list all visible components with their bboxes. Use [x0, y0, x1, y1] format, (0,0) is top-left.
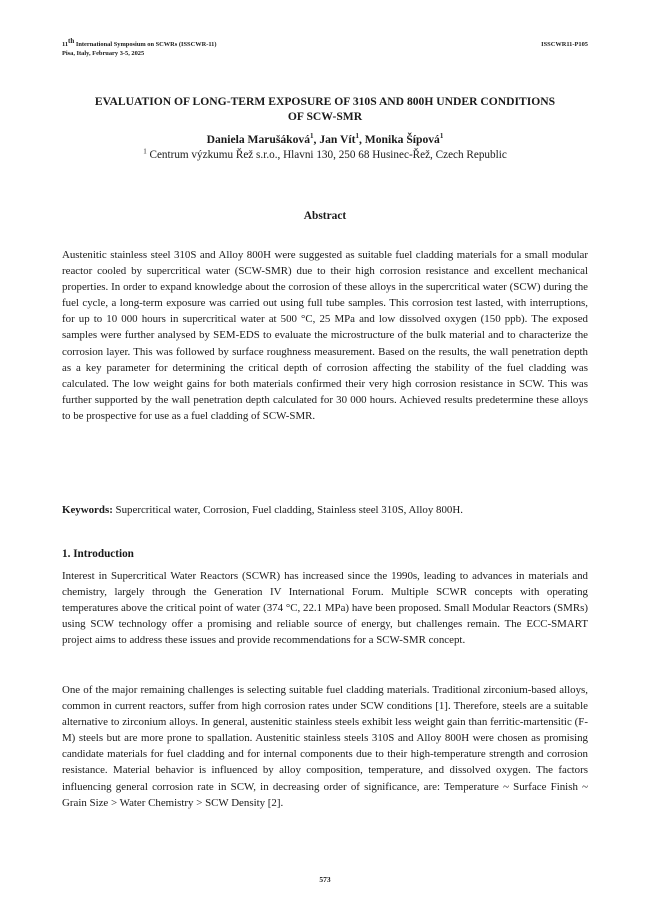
paper-title	[62, 95, 588, 124]
body-paragraph: Interest in Supercritical Water Reactors (SCWR) has increased since the 1990s, leading to advances in materials and chemistry, largely through the Generation IV International Forum. Multiple SCWR concepts with operating temperatures above the critical point of water (374 °C, 22.1 MPa) have been proposed. Small Modular Reactors (SMRs) using SCW technology offer a promising and reliable source of energy, but challenges remain. The ECC-SMART project aims to address these issues and provide recommendations for a SCW-SMR concept.	[62, 570, 588, 647]
author-affiliation-mark: 1	[310, 132, 314, 141]
author-name: Daniela Marušáková	[206, 133, 311, 146]
abstract-heading: Abstract	[303, 210, 347, 222]
header-conference-location: Pisa, Italy, February 3-5, 2025	[62, 50, 145, 57]
header-conference-info	[62, 36, 217, 58]
abstract-text: Austenitic stainless steel 310S and Alloy 800H were suggested as suitable fuel cladding materials for a small modular reactor cooled by supercritical water (SCW-SMR) due to their high corrosion resistance and excellent mechanical properties. In order to expand knowledge about the corrosion of these alloys in the supercritical water (SCW) during the fuel cycle, a long-term exposure was carried out using full tube samples. This corrosion test lasted, with interruptions, for up to 10 000 hours in supercritical water at 500 °C, 25 MPa and low dissolved oxygen (150 ppb). The exposed samples were further analysed by SEM-EDS to evaluate the microstructure of the bulk material and to characterize the corrosion layer. This was followed by surface roughness measurement. Based on the results, the wall penetration depth as a key parameter for determining the critical depth of corrosion affecting the stability of the fuel cladding was calculated. The low weight gains for both materials confirmed their very high corrosion resistance in SCW. This was further supported by the wall penetration depth calculated for 30 000 hours. Achieved results predetermine these alloys to be prospective for use as a fuel cladding of SCW-SMR.	[62, 249, 588, 422]
header-conference-name: 11th International Symposium on SCWRs (ISSCWR-11)	[62, 36, 217, 48]
keywords-text: Supercritical water, Corrosion, Fuel cladding, Stainless steel 310S, Alloy 800H.	[112, 504, 463, 516]
section-heading-introduction: 1. Introduction	[62, 548, 134, 560]
keywords	[62, 503, 588, 518]
paper-title-line-1: EVALUATION OF LONG-TERM EXPOSURE OF 310S AND 800H UNDER CONDITIONS	[94, 95, 556, 108]
header-paper-id: ISSCWR11-P105	[541, 41, 588, 48]
author-affiliation-mark: 1	[439, 132, 444, 141]
author-name: Monika Šípová	[364, 133, 440, 146]
author-list: Daniela Marušáková$^1$, Jan Vít$^1$, Monika Šípová$^1$	[206, 132, 444, 146]
author-name: Jan Vít	[319, 133, 356, 146]
author-affiliation-mark: 1	[355, 132, 359, 141]
body-paragraph: One of the major remaining challenges is selecting suitable fuel cladding materials. Traditional zirconium-based alloys, common in current reactors, suffer from high corrosion rates under SCW conditions [1]. Therefore, steels are a suitable alternative to zirconium alloys. In general, austenitic stainless steels exhibit less weight gain than ferritic-martensitic (F-M) steels but are more prone to spallation. Austenitic stainless steels 310S and Alloy 800H were chosen as promising candidate materials for fuel cladding and for internal components due to their high-temperature strength and corrosion resistance. Material behavior is influenced by alloy composition, temperature, and dissolved oxygen. The factors influencing general corrosion rate in SCW, in decreasing order of significance, are: Temperature ~ Surface Finish ~ Grain Size > Water Chemistry > SCW Density [2].	[62, 684, 588, 809]
author-affiliation: $^1$ Centrum výzkumu Řež s.r.o., Hlavni 130, 250 68 Husinec-Řež, Czech Republic	[143, 147, 507, 161]
paper-title-line-2: OF SCW-SMR	[287, 109, 363, 123]
page-number: 573	[319, 875, 331, 884]
keywords-label: Keywords:	[62, 504, 113, 516]
running-header	[62, 36, 588, 58]
